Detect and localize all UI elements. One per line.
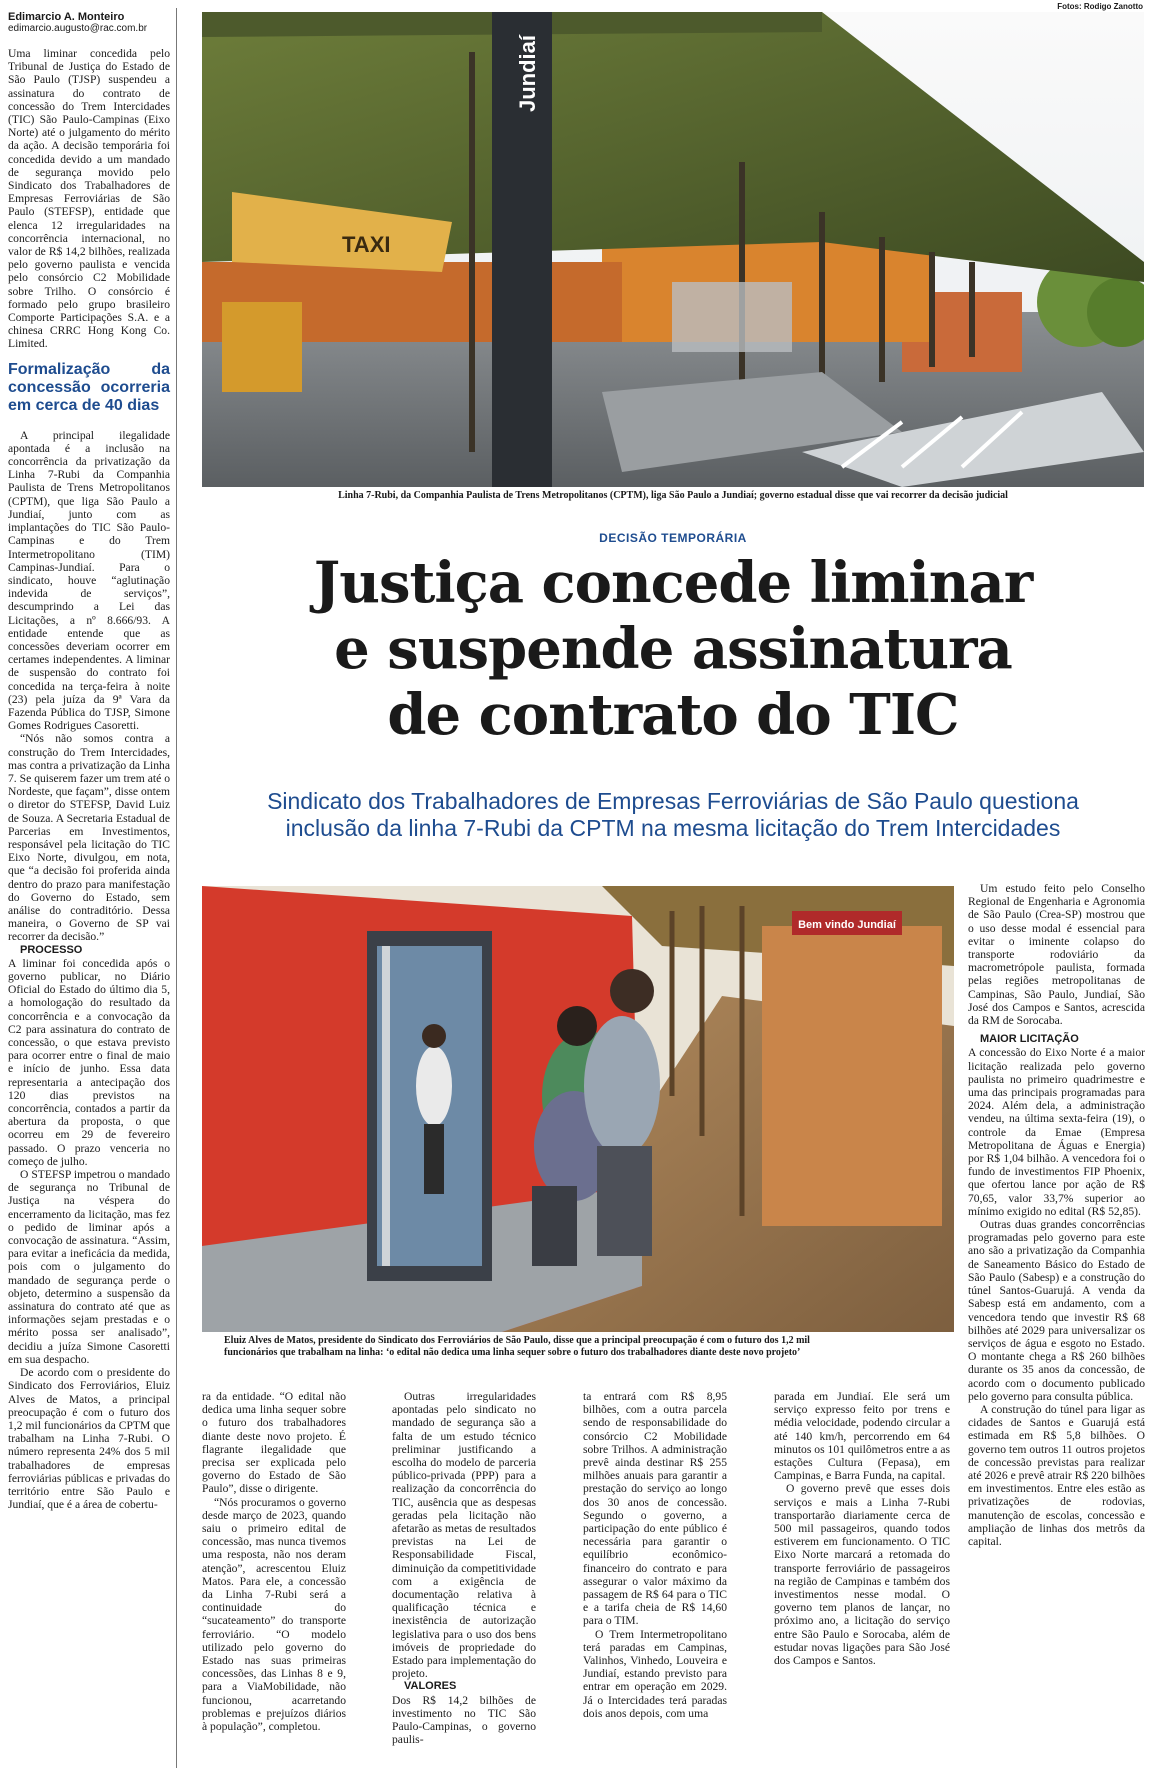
article-column-5 <box>774 1390 950 1667</box>
bottom-photo-caption <box>202 1335 954 1359</box>
headline-line: e suspende assinatura <box>334 616 1012 682</box>
top-photo-caption: Linha 7-Rubi, da Companhia Paulista de Trens Metropolitanos (CPTM), liga São Paulo a Jundiaí; governo estadual disse que vai recorrer da decisão judicial <box>338 490 1008 501</box>
caption-line: Eluiz Alves de Matos, presidente do Sindicato dos Ferroviários de São Paulo, disse que a principal preocupação é com o futuro dos 1,2 mil <box>224 1335 810 1346</box>
side-heading: Formalização da concessão ocorreria em cerca de 40 dias <box>8 360 170 414</box>
train-illustration <box>202 886 954 1332</box>
headline <box>202 550 1144 748</box>
train-photo <box>202 886 954 1332</box>
deck <box>202 788 1144 842</box>
paragraph: parada em Jundiaí. Ele será um serviço expresso feito por trens e média velocidade, podendo circular a até 140 km/h, percorrendo em 64 minutos os 101 quilômetros entre a as estações Cultura (Fepasa), em Campinas, e Barra Funda, na capital. <box>774 1390 950 1483</box>
svg-text:Jundiaí: Jundiaí <box>515 34 540 112</box>
article-column-4 <box>583 1390 727 1720</box>
author-email: edimarcio.augusto@rac.com.br <box>8 23 148 34</box>
station-photo <box>202 12 1144 487</box>
photo-credit: Fotos: Rodigo Zanotto <box>1057 2 1143 11</box>
article-column-2 <box>202 1390 346 1733</box>
paragraph: Outras irregularidades apontadas pelo sindicato no mandado de segurança são a falta de um estudo técnico preliminar justificando a escolha do modelo de parceria público-privada (PPP) para a realização da concorrência do TIC, ausência que as despesas geradas pela licitação não afetarão as metas de resultados previstas na Lei de Responsabilidade Fiscal, diminuição da competitividade com a exigência de documentação relativa à qualificação técnica e inexistência de autorização legislativa para o uso dos bens imóveis de propriedade do Estado para implementação do projeto. <box>392 1390 536 1681</box>
svg-text:TAXI: TAXI <box>342 232 391 257</box>
paragraph: A principal ilegalidade apontada é a inclusão na concorrência da privatização da Linha 7-Rubi da Companhia Paulista de Trens Metropolitanos (CPTM), que liga São Paulo a Jundiaí, junto com as implantações do TIC São Paulo-Campinas e do Trem Intermetropolitano (TIM) Campinas-Jundiaí. Para o sindicato, houve “aglutinação indevida de serviços”, descumprindo a Lei das Licitações, a nº 8.666/93. A entidade entende que as concessões deveriam ocorrer em certames independentes. A liminar de suspensão do contrato foi concedida na terça-feira à noite (23) pela juíza da 9ª Vara da Fazenda Pública do TJSP, Simone Gomes Rodrigues Casoretti. <box>8 428 170 733</box>
author-name: Edimarcio A. Monteiro <box>8 11 125 23</box>
column-divider <box>176 8 177 1768</box>
paragraph: O governo prevê que esses dois serviços e mais a Linha 7-Rubi transportarão diariamente cerca de 500 mil passageiros, quando todos estiverem em funcionamento. O TIC Eixo Norte marcará a retomada do transporte ferroviário de passageiros na região de Campinas e também dos investimentos nesse modal. O governo tem planos de lançar, no próximo ano, a licitação do serviço entre São Paulo e Sorocaba, além de estudar novas ligações para São José dos Campos e Santos. <box>774 1482 950 1668</box>
paragraph: “Nós procuramos o governo desde março de 2023, quando saiu o primeiro edital de concessão, mas nunca tivemos uma resposta, não nos deram atenção”, acrescentou Eluiz Matos. Para ele, a concessão da Linha 7-Rubi será a continuidade do “sucateamento” do transporte ferroviário. “O modelo utilizado pelo governo do Estado nas suas primeiras concessões, das Linhas 8 e 9, para a ViaMobilidade, não funcionou, acarretando problemas e prejuízos diários à população”, completou. <box>202 1495 346 1734</box>
headline-line: Justiça concede liminar <box>313 550 1033 616</box>
paragraph: Dos R$ 14,2 bilhões de investimento no TIC São Paulo-Campinas, o governo paulis- <box>392 1693 536 1747</box>
article-column-1 <box>8 47 170 1511</box>
station-illustration <box>202 12 1144 487</box>
paragraph: A construção do túnel para ligar as cidades de Santos e Guarujá está estimada em R$ 5,8 bilhões. O governo tem outros 11 outros projetos de concessão previstas para realizar até 2026 e prevê atrair R$ 220 bilhões em investimentos. Entre eles estão as privatizações de rodovias, manutenção de escolas, concessão e ampliação de linhas dos metrôs da capital. <box>968 1402 1145 1548</box>
paragraph: A concessão do Eixo Norte é a maior licitação realizada pelo governo paulista no primeiro quadrimestre e uma das principais programadas para 2024. Além dela, a administração vendeu, na última sexta-feira (19), o controle da Emae (Empresa Metropolitana de Águas e Energia) por R$ 1,04 bilhão. A vencedora foi o fundo de investimentos FIP Phoenix, que ofertou lance por ação de R$ 70,65, valor 33,7% superior ao mínimo exigido no edital (R$ 52,85). <box>968 1046 1145 1218</box>
subheading-maior-licitacao: MAIOR LICITAÇÃO <box>980 1033 1079 1046</box>
paragraph: “Nós não somos contra a construção do Trem Intercidades, mas contra a privatização da Linha 7. Se quiserem fazer um trem até o Nordeste, que façam”, disse ontem o diretor do STEFSP, David Luiz de Souza. A Secretaria Estadual de Parcerias em Investimentos, responsável pela licitação do TIC Eixo Norte, divulgou, em nota, que “a decisão foi proferida ainda dentro do prazo para manifestação do Governo do Estado, sem análise do contraditório. Dessa maneira, o Governo de SP vai recorrer da decisão.” <box>8 732 170 944</box>
paragraph: A liminar foi concedida após o governo publicar, no Diário Oficial do Estado do último dia 5, a homologação do resultado da concorrência e a convocação da C2 para assinatura do contrato de concessão, o que estava previsto para ocorrer entre o final de maio e início de junho. Essa data representaria a antecipação dos 120 dias previstos na concorrência, contados a partir da abertura da proposta, o que ocorreu em 29 de fevereiro passado. O prazo venceria no começo de julho. <box>8 956 170 1168</box>
paragraph: ta entrará com R$ 8,95 bilhões, com a outra parcela sendo de responsabilidade do consórcio C2 Mobilidade sobre Trilhos. A administração prevê ainda destinar R$ 255 milhões anuais para garantir a prestação do serviço ao longo dos 30 anos de concessão. Segundo o governo, a participação do ente público é necessária para garantir o equilíbrio econômico-financeiro do contrato e para assegurar o valor máximo da passagem de R$ 64 para o TIC e a tarifa cheia de R$ 14,60 para o TIM. <box>583 1390 727 1628</box>
paragraph: Outras duas grandes concorrências programadas pelo governo para este ano são a privatização da Companhia de Saneamento Básico do Estado de São Paulo (Sabesp) e a construção do túnel Santos-Guarujá. A venda da Sabesp está em andamento, com a vencedora tendo que investir R$ 68 bilhões até 2029 para universalizar os serviços de água e esgoto no Estado. O montante chega a R$ 260 bilhões durante os 35 anos da concessão, de acordo com o documento publicado pelo governo para consulta pública. <box>968 1218 1145 1403</box>
paragraph: De acordo com o presidente do Sindicato dos Ferroviários, Eluiz Alves de Matos, a principal preocupação é com o futuro dos 1,2 mil funcionários da CPTM que trabalham na Linha 7-Rubi. O número representa 24% dos 5 mil trabalhadores de empresas ferroviárias públicas e privadas do território entre São Paulo e Jundiaí, que é a área de cobertu- <box>8 1366 170 1512</box>
subheading-valores: VALORES <box>404 1680 457 1693</box>
byline <box>8 11 170 34</box>
paragraph: O Trem Intermetropolitano terá paradas em Campinas, Valinhos, Vinhedo, Louveira e Jundiaí, estando previsto para entrar em operação em 2029. Já o Intercidades terá paradas dois anos depois, com uma <box>583 1627 727 1720</box>
kicker: DECISÃO TEMPORÁRIA <box>599 531 747 545</box>
deck-line: Sindicato dos Trabalhadores de Empresas Ferroviárias de São Paulo questiona <box>267 788 1079 814</box>
paragraph: ra da entidade. “O edital não dedica uma linha sequer sobre o futuro dos trabalhadores diante deste novo projeto. É flagrante ilegalidade que precisa ser explicada pelo governo do Estado de São Paulo”, disse o dirigente. <box>202 1390 346 1496</box>
paragraph: Uma liminar concedida pelo Tribunal de Justiça do Estado de São Paulo (TJSP) suspendeu a assinatura do contrato de concessão do Trem Intercidades (TIC) São Paulo-Campinas (Eixo Norte) até o julgamento do mérito da ação. A decisão temporária foi concedida devido a um mandado de segurança movido pelo Sindicato dos Trabalhadores de Empresas Ferroviárias de São Paulo (STEFSP), entidade que elenca 12 irregularidades na concorrência internacional, no valor de R$ 14,2 bilhões, realizada pelo governo paulista e vencida pelo consórcio C2 Mobilidade sobre Trilho. O consórcio é formado pelo grupo brasileiro Comporte Participações S.A. e a chinesa CRRC Hong Kong Co. Limited. <box>8 47 170 351</box>
article-column-3 <box>392 1390 536 1746</box>
paragraph: O STEFSP impetrou o mandado de segurança no Tribunal de Justiça na véspera do encerramento da licitação, mas fez o pedido de liminar após a convocação de assinatura. “Assim, para evitar a ineficácia da medida, pois com o julgamento do mandado de segurança perde o objeto, determino a suspensão da assinatura do contrato até que as informações sejam prestadas e o mérito possa ser analisado”, decidiu a juíza Simone Casoretti em sua despacho. <box>8 1168 170 1366</box>
paragraph: Um estudo feito pelo Conselho Regional de Engenharia e Agronomia de São Paulo (Crea-SP) mostrou que o uso desse modal é essencial para evitar o iminente colapso do transporte rodoviário da macrometrópole paulista, formada pelas regiões metropolitanas de Campinas, São Paulo, Jundiaí, São José dos Campos e Santos, acrescida da RM de Sorocaba. <box>968 882 1145 1028</box>
svg-text:Bem vindo Jundiaí: Bem vindo Jundiaí <box>798 919 896 931</box>
article-column-6 <box>968 882 1145 1548</box>
subheading-processo: PROCESSO <box>20 943 83 956</box>
headline-line: de contrato do TIC <box>387 682 959 748</box>
deck-line: inclusão da linha 7-Rubi da CPTM na mesma licitação do Trem Intercidades <box>285 815 1061 841</box>
caption-line: funcionários que trabalham na linha: ‘o edital não dedica uma linha sequer sobre o futuro dos trabalhadores diante deste novo projeto’ <box>224 1347 801 1358</box>
